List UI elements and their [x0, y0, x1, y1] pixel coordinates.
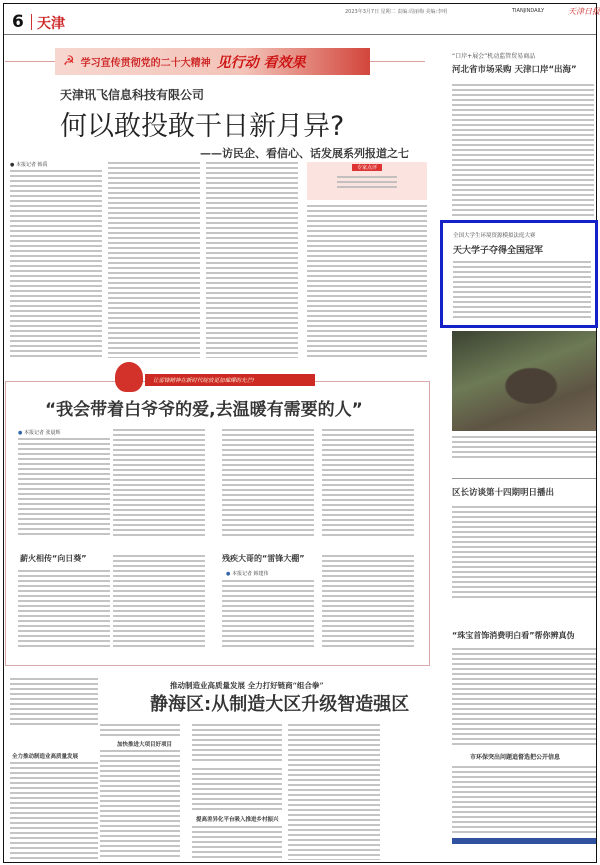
- feature-banner: 让雷锋精神在新时代绽放更加璀璨的光芒!: [145, 374, 315, 386]
- banner: [55, 48, 370, 75]
- highlight-kicker: 全国大学生环境资源模拟法庭大赛: [453, 233, 536, 239]
- banner-text: 学习宣传贯彻党的二十大精神: [80, 58, 211, 69]
- right-top-kicker: “口岸+展会”机动监管贸易商品: [452, 53, 536, 60]
- right-mid-text: [452, 506, 596, 598]
- header-rule: [4, 34, 596, 35]
- feature-title: “我会带着白爷爷的爱,去温暖有需要的人”: [45, 400, 363, 420]
- highlight-text: [453, 261, 591, 321]
- banner-slogan: 见行动 看效果: [216, 54, 306, 71]
- lead-column-3: [206, 162, 298, 358]
- bottom-sub3: 提高差异化平台吸入推进乡村振兴: [196, 817, 279, 823]
- bottom-column-3a: [192, 724, 282, 764]
- expert-tag: 专家点评: [352, 164, 382, 171]
- bottom-sub2: 加快推进大项目好项目: [117, 742, 173, 748]
- feature-column-8: [322, 555, 414, 650]
- right-bottom-title: “珠宝首饰消费明白看”帮你辨真伪: [452, 631, 575, 640]
- party-emblem-icon: ☭: [63, 54, 75, 69]
- right-bottom-text: [452, 648, 596, 746]
- photo-caption: [452, 436, 596, 460]
- right-bottom-subtitle: 市环保突出问题追督选把公开信息: [470, 754, 561, 761]
- bottom-column-2a: [100, 724, 180, 736]
- right-top-text: [452, 84, 594, 218]
- section-name: 天津: [37, 16, 65, 32]
- lead-column-4: [307, 205, 427, 358]
- feature-column-5: [18, 570, 110, 650]
- lead-byline: ● 本报记者 韩禹: [10, 162, 48, 168]
- bottom-kicker: 推动制造业高质量发展 全力打好链商“组合拳”: [170, 681, 324, 690]
- divider: [31, 14, 32, 30]
- right-mid-title: 区长访谈第十四期明日播出: [452, 488, 555, 498]
- ad-box: [452, 838, 596, 844]
- highlight-title: 天大学子夺得全国冠军: [453, 246, 544, 256]
- lead-title: 何以敢投敢干日新月异?: [60, 111, 345, 142]
- lei-feng-portrait-icon: [115, 362, 143, 392]
- expert-text: [337, 176, 397, 188]
- bottom-column-3b: [192, 768, 282, 810]
- bottom-column-3c: [192, 826, 282, 860]
- feature-column-2: [113, 429, 205, 538]
- paper-en: TIANJINDAILY: [512, 8, 545, 14]
- boar-photo: [452, 331, 596, 431]
- expert-box: [307, 162, 427, 200]
- lead-subtitle: ——访民企、看信心、话发展系列报道之七: [200, 147, 409, 160]
- bottom-column-4: [288, 724, 380, 860]
- byline-text: 本报记者 张晨辉: [23, 430, 61, 436]
- feature-column-4: [322, 429, 414, 538]
- lead-kicker: 天津讯飞信息科技有限公司: [60, 88, 205, 102]
- right-bottom-text-2: [452, 766, 596, 834]
- bottom-sub1: 全力推动制造业高质量发展: [12, 754, 79, 760]
- feature-sub1: 薪火相传“向日葵”: [20, 554, 87, 563]
- highlight-article[interactable]: [440, 220, 598, 328]
- feature-column-3: [222, 429, 314, 538]
- lead-column-1: [10, 170, 102, 358]
- rule: [452, 478, 596, 479]
- feature-column-1: [18, 438, 110, 538]
- bottom-title: 静海区:从制造大区升级智造强区: [150, 694, 410, 715]
- bottom-column-1b: [10, 762, 98, 860]
- feature-byline: ● 本报记者 张晨辉: [18, 430, 61, 436]
- lead-column-2: [108, 162, 200, 358]
- bottom-column-1a: [10, 678, 98, 728]
- feature-sub2-byline: ● 本报记者 韩建伟: [226, 571, 269, 577]
- bottom-column-2b: [100, 750, 180, 860]
- feature-column-6: [113, 555, 205, 650]
- dateline: 2023年3月7日 星期二 责编:周丽梅 美编:李明: [345, 9, 448, 15]
- feature-column-7: [222, 580, 314, 650]
- byline-text: 本报记者 韩建伟: [231, 571, 269, 577]
- right-top-title: 河北省市场采购 天津口岸“出海”: [452, 65, 577, 75]
- byline-text: 本报记者 韩禹: [15, 162, 48, 168]
- masthead: 天津日报: [568, 7, 600, 16]
- page-number: 6: [12, 12, 24, 32]
- feature-sub2: 残疾大哥的“雷锋大棚”: [222, 554, 305, 563]
